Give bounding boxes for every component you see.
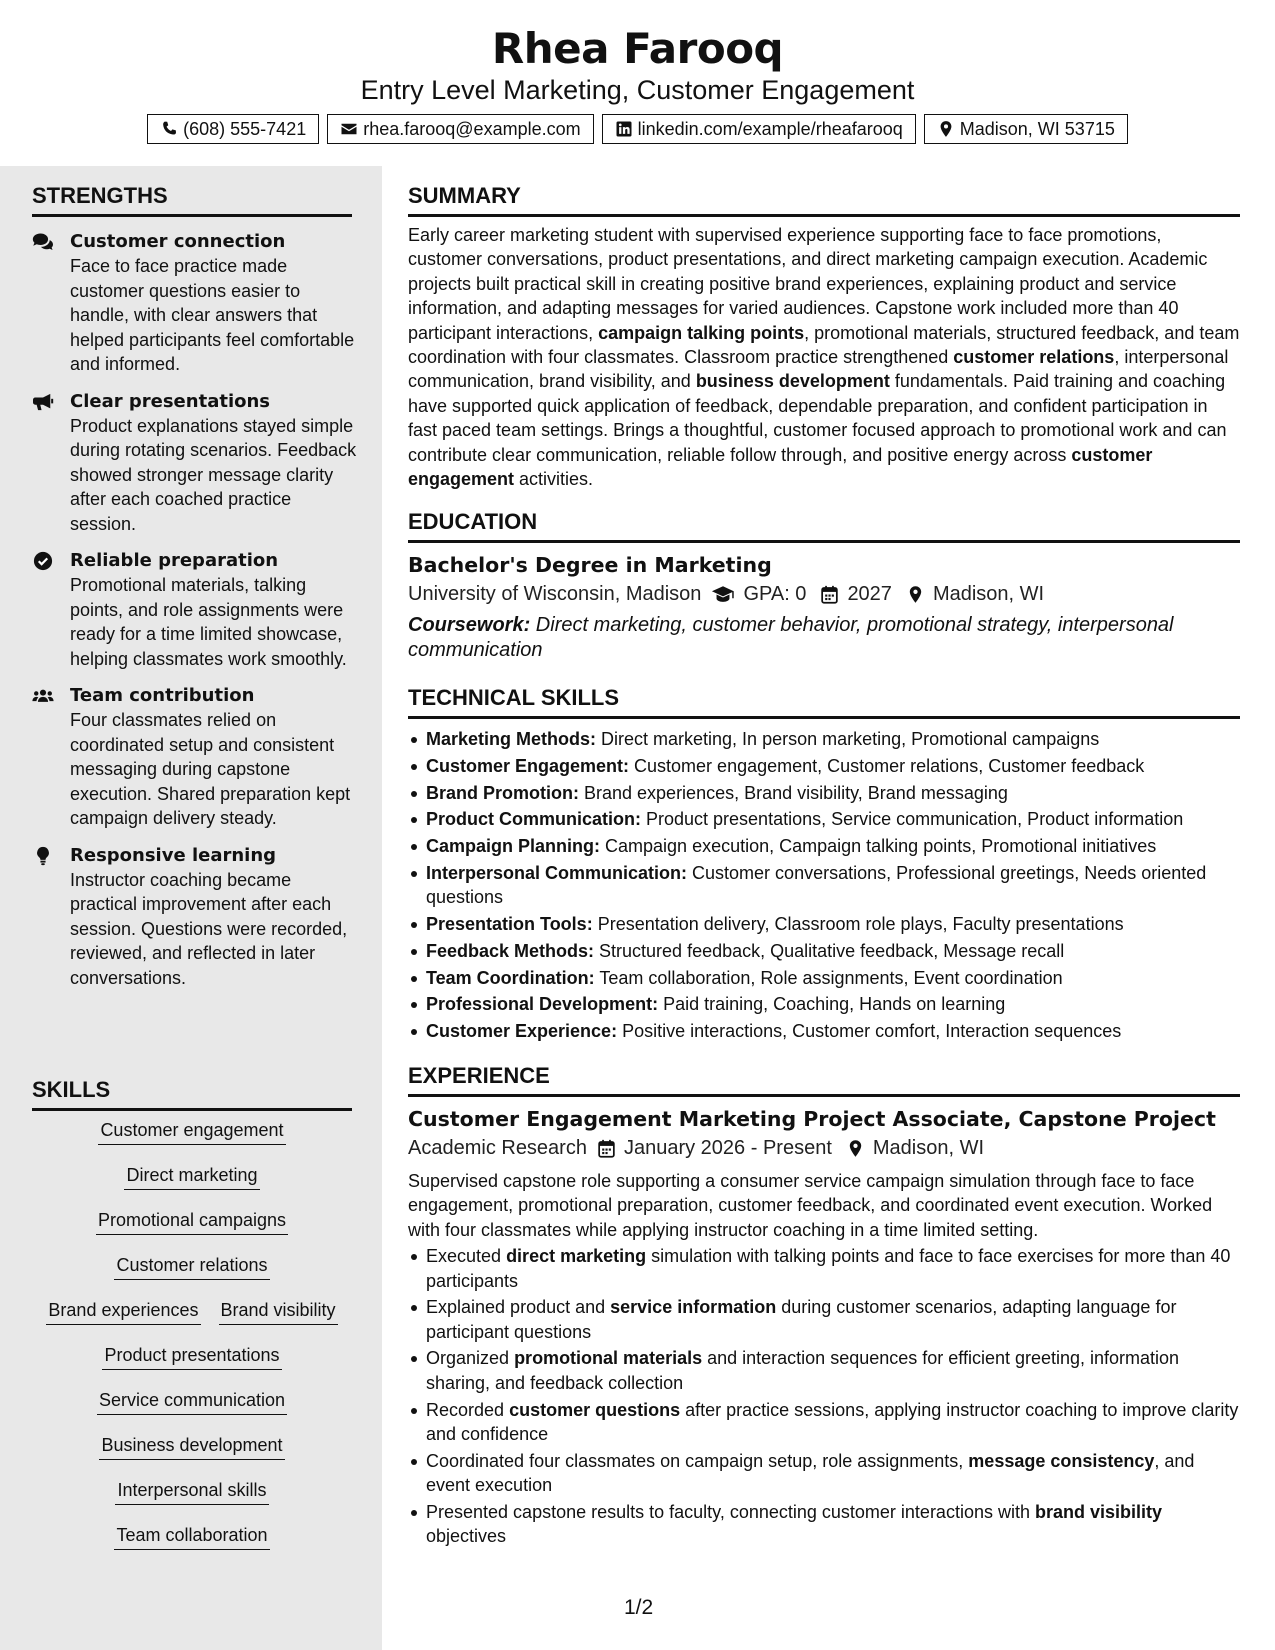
calendar-icon <box>597 1139 616 1158</box>
summary-segment: Early career marketing student with supervised experience supporting face to face promotions, customer conversations, product presentations, and direct marketing campaign execution. Academic projects built practical skill in creating positive brand experiences, explaining product and service information, and adapting messages for varied audiences. Capstone work included more than 40 participant interactions, <box>408 225 1208 343</box>
list-item <box>408 1346 1240 1395</box>
skills-title: SKILLS <box>32 1076 352 1111</box>
strength-title: Customer connection <box>70 231 286 252</box>
contact-email[interactable] <box>327 114 593 144</box>
skill-tag: Direct marketing <box>124 1162 259 1190</box>
skill-category: Brand Promotion: <box>426 782 579 803</box>
users-icon <box>32 686 54 706</box>
summary-title: SUMMARY <box>408 182 1240 217</box>
list-item <box>408 727 1240 751</box>
contact-phone-text: (608) 555-7421 <box>183 119 307 139</box>
list-item <box>408 1398 1240 1447</box>
school-name: University of Wisconsin, Madison <box>408 583 702 605</box>
experience-section <box>408 1062 1240 1551</box>
strengths-title: STRENGTHS <box>32 182 352 217</box>
strength-desc: Face to face practice made customer questions easier to handle, with clear answers that helped participants feel comfortable and informed. <box>70 256 355 374</box>
strength-title: Responsive learning <box>70 844 277 866</box>
contact-linkedin-text: linkedin.com/example/rheafarooq <box>637 119 903 139</box>
strength-title: Clear presentations <box>70 390 271 412</box>
strengths-section <box>0 182 382 990</box>
bullet-text: , and event execution <box>426 1450 1195 1495</box>
sidebar <box>0 166 382 1650</box>
skill-category: Feedback Methods: <box>426 940 595 961</box>
skill-tag: Brand visibility <box>219 1297 338 1325</box>
list-item <box>408 1295 1240 1344</box>
skill-tag: Business development <box>99 1432 284 1460</box>
summary-segment: activities. <box>514 469 594 490</box>
list-item <box>408 912 1240 936</box>
main-content <box>408 166 1240 1650</box>
summary-section <box>408 182 1240 491</box>
skill-category: Presentation Tools: <box>426 914 593 935</box>
bullet-text: and interaction sequences for efficient greeting, information sharing, and feedback collection <box>426 1348 1180 1393</box>
strength-item <box>32 389 362 537</box>
strength-desc: Promotional materials, talking points, and role assignments were ready for a time limited showcase, helping classmates work smoothly. <box>70 575 347 669</box>
strength-desc: Instructor coaching became practical improvement after each session. Questions were recorded, reviewed, and reflected in later conversations. <box>70 869 348 988</box>
skill-category: Team Coordination: <box>426 967 595 988</box>
skill-values: Product presentations, Service communication, Product information <box>641 809 1184 830</box>
summary-highlight: business development <box>695 371 890 392</box>
strength-item <box>32 229 362 377</box>
summary-highlight: campaign talking points <box>598 322 805 343</box>
strength-desc: Four classmates relied on coordinated setup and consistent messaging during capstone execution. Shared preparation kept campaign delivery steady. <box>70 710 351 828</box>
gpa: GPA: 0 <box>743 583 807 605</box>
summary-text <box>408 223 1240 491</box>
calendar-icon <box>820 585 839 604</box>
skill-values: Customer engagement, Customer relations, Customer feedback <box>629 755 1145 776</box>
phone-icon <box>160 120 178 138</box>
bullet-highlight: promotional materials <box>514 1348 703 1369</box>
experience-title: EXPERIENCE <box>408 1062 1240 1097</box>
bullet-highlight: message consistency <box>968 1450 1155 1471</box>
candidate-headline: Entry Level Marketing, Customer Engagement <box>360 75 915 105</box>
list-item <box>408 1500 1240 1549</box>
contact-bar <box>0 114 1275 144</box>
map-pin-icon <box>937 120 955 138</box>
list-item <box>408 966 1240 990</box>
list-item <box>408 1019 1240 1043</box>
resume-header <box>0 0 1275 166</box>
skill-category: Product Communication: <box>426 809 641 830</box>
contact-phone[interactable] <box>147 114 319 144</box>
skill-tag: Team collaboration <box>114 1522 269 1550</box>
skill-category: Interpersonal Communication: <box>426 862 688 883</box>
contact-email-text: rhea.farooq@example.com <box>363 119 581 139</box>
organization: Academic Research <box>408 1137 587 1159</box>
skill-tag: Promotional campaigns <box>96 1207 288 1235</box>
role-dates: January 2026 - Present <box>623 1137 832 1159</box>
list-item <box>408 754 1240 778</box>
skill-category: Marketing Methods: <box>426 729 597 749</box>
skill-tag: Customer relations <box>114 1252 269 1280</box>
skill-tag: Service communication <box>97 1387 287 1415</box>
bullet-text: during customer scenarios, adapting language for participant questions <box>426 1297 1177 1342</box>
contact-location-text: Madison, WI 53715 <box>959 119 1115 139</box>
bullet-highlight: customer questions <box>509 1399 681 1420</box>
lightbulb-icon <box>32 846 54 866</box>
technical-skills-title: TECHNICAL SKILLS <box>408 684 1240 719</box>
bullet-text: Recorded <box>426 1399 510 1420</box>
skill-tag: Product presentations <box>102 1342 281 1370</box>
bullet-text: after practice sessions, applying instructor coaching to improve clarity and confidence <box>426 1399 1239 1444</box>
strength-desc: Product explanations stayed simple during rotating scenarios. Feedback showed stronger message clarity after each coached practice session. <box>70 415 357 534</box>
strength-item <box>32 683 362 831</box>
skill-tag: Brand experiences <box>46 1297 200 1325</box>
coursework-label: Coursework: <box>408 614 531 636</box>
comments-icon <box>32 232 54 252</box>
bullet-text: Presented capstone results to faculty, connecting customer interactions with <box>426 1501 1035 1522</box>
bullet-text: simulation with talking points and face to face exercises for more than 40 participants <box>426 1246 1231 1291</box>
graduation-cap-icon <box>711 585 735 604</box>
strength-title: Reliable preparation <box>70 550 279 571</box>
bullet-text: Executed <box>426 1246 507 1267</box>
role-location: Madison, WI <box>872 1137 985 1159</box>
skill-category: Campaign Planning: <box>426 836 601 857</box>
map-pin-icon <box>906 585 925 604</box>
education-title: EDUCATION <box>408 508 1240 543</box>
check-circle-icon <box>32 551 54 571</box>
skills-section <box>0 1076 382 1567</box>
skill-values: Structured feedback, Qualitative feedback, Message recall <box>594 940 1065 961</box>
coursework <box>408 613 1240 662</box>
education-location: Madison, WI <box>932 583 1045 605</box>
skill-category: Customer Engagement: <box>426 755 630 776</box>
list-item <box>408 1449 1240 1498</box>
skill-tag: Interpersonal skills <box>115 1477 268 1505</box>
grad-year: 2027 <box>847 583 892 605</box>
strength-item <box>32 548 362 671</box>
education-section <box>408 508 1240 662</box>
bullet-text: objectives <box>426 1525 507 1546</box>
skill-values: Brand experiences, Brand visibility, Brand messaging <box>579 782 1008 803</box>
summary-highlight: customer engagement <box>408 444 1153 490</box>
skill-values: Team collaboration, Role assignments, Event coordination <box>594 967 1063 988</box>
list-item <box>408 834 1240 858</box>
skill-values: Paid training, Coaching, Hands on learning <box>658 994 1006 1015</box>
bullet-text: Organized <box>426 1348 515 1369</box>
skill-tags <box>32 1111 352 1567</box>
bullet-highlight: direct marketing <box>506 1246 647 1267</box>
summary-segment: , promotional materials, structured feedback, and team coordination with four classmates. Classroom practice strengthened <box>408 322 1240 368</box>
technical-skills-list <box>408 727 1240 1044</box>
strength-title: Team contribution <box>70 685 255 706</box>
list-item <box>408 939 1240 963</box>
linkedin-icon <box>615 120 633 138</box>
skill-values: Direct marketing, In person marketing, Promotional campaigns <box>596 729 1100 749</box>
bullet-text: Coordinated four classmates on campaign setup, role assignments, <box>426 1450 969 1471</box>
contact-location <box>924 114 1128 144</box>
bullet-text: Explained product and <box>426 1297 611 1318</box>
degree-title: Bachelor's Degree in Marketing <box>408 553 772 577</box>
skill-values: Campaign execution, Campaign talking points, Promotional initiatives <box>600 836 1157 857</box>
skill-category: Customer Experience: <box>426 1021 618 1042</box>
page-number: 1/2 <box>624 1596 654 1619</box>
list-item <box>408 861 1240 910</box>
experience-bullets <box>408 1244 1240 1548</box>
megaphone-icon <box>32 392 54 412</box>
list-item <box>408 1244 1240 1293</box>
envelope-icon <box>340 120 358 138</box>
candidate-name: Rhea Farooq <box>491 24 784 73</box>
contact-linkedin[interactable] <box>602 114 916 144</box>
skill-values: Customer conversations, Professional greetings, Needs oriented questions <box>426 862 1207 908</box>
skill-values: Presentation delivery, Classroom role plays, Faculty presentations <box>592 914 1124 935</box>
list-item <box>408 807 1240 831</box>
bullet-highlight: brand visibility <box>1034 1501 1163 1522</box>
skill-tag: Customer engagement <box>98 1117 285 1145</box>
experience-meta <box>408 1133 1240 1163</box>
skill-values: Positive interactions, Customer comfort, Interaction sequences <box>617 1021 1122 1042</box>
skill-category: Professional Development: <box>426 994 659 1015</box>
list-item <box>408 992 1240 1016</box>
education-meta <box>408 579 1240 609</box>
summary-highlight: customer relations <box>953 347 1115 368</box>
bullet-highlight: service information <box>610 1297 777 1318</box>
summary-segment: , interpersonal communication, brand visibility, and <box>408 347 1229 392</box>
map-pin-icon <box>846 1139 865 1158</box>
coursework-text: Direct marketing, customer behavior, promotional strategy, interpersonal communication <box>408 614 1174 661</box>
role-description: Supervised capstone role supporting a consumer service campaign simulation through face to face engagement, promotional preparation, customer feedback, and coordinated event execution. Worked with four classmates while applying instructor coaching in a time limited setting. <box>408 1171 1213 1240</box>
role-title: Customer Engagement Marketing Project Associate, Capstone Project <box>408 1107 1216 1131</box>
summary-segment: fundamentals. Paid training and coaching have supported quick application of feedback, dependable preparation, and confident participation in fast paced team settings. Brings a thoughtful, customer focused approach to promotional work and can contribute clear communication, reliable follow through, and positive energy across <box>408 371 1227 465</box>
technical-skills-section <box>408 684 1240 1046</box>
list-item <box>408 781 1240 805</box>
strength-item <box>32 843 362 991</box>
